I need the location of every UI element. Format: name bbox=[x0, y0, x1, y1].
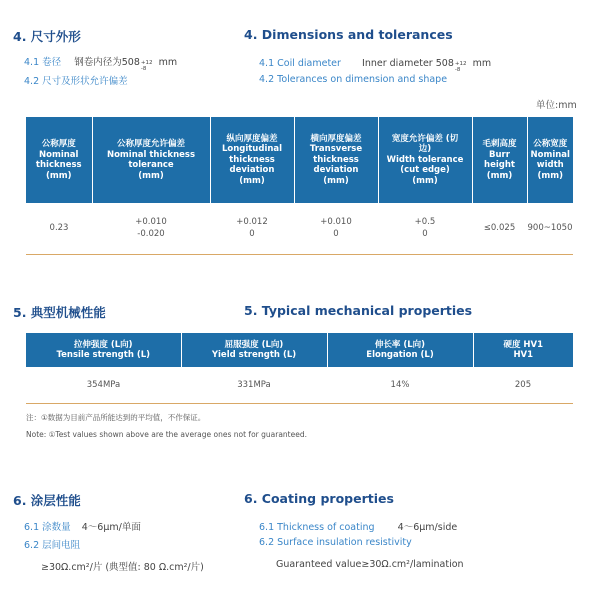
col-yield-strength bbox=[181, 333, 327, 367]
note-en: Note: ①Test values shown above are the average ones not for guaranteed. bbox=[26, 430, 307, 439]
col-en: Width tolerance (cut edge) bbox=[386, 154, 464, 176]
tolerances-cn-label: 4.2 尺寸及形状允许偏差 bbox=[24, 76, 128, 87]
col-unit: (mm) bbox=[537, 170, 563, 181]
unit-label: 单位:mm bbox=[536, 100, 577, 111]
mechanical-table-header-row bbox=[26, 333, 573, 367]
cell-width-tolerance: +0.5 0 bbox=[414, 217, 436, 239]
col-en: HV1 bbox=[513, 350, 534, 360]
mechanical-table-row bbox=[26, 367, 573, 403]
col-cn: 屈服强度 (L向) bbox=[224, 339, 284, 350]
note-cn: 注：①数据为目前产品所能达到的平均值，不作保证。 bbox=[26, 413, 206, 422]
cell-burr-height: ≤0.025 bbox=[483, 223, 516, 233]
col-cn: 拉伸强度 (L向) bbox=[73, 339, 133, 350]
coil-diameter-cn bbox=[24, 50, 177, 72]
tol-minus: -8 bbox=[454, 67, 461, 73]
coil-diameter-cn-unit: mm bbox=[158, 57, 178, 68]
col-cn: 公称厚度允许偏差 bbox=[116, 139, 185, 149]
mech-heading-cn: 5. 典型机械性能 bbox=[13, 305, 106, 320]
coating-thickness-en bbox=[259, 515, 457, 534]
tol-plus: +12 bbox=[140, 60, 153, 66]
mechanical-table-bottom-rule bbox=[26, 403, 573, 404]
col-unit: (mm) bbox=[323, 175, 349, 186]
col-width-tolerance bbox=[378, 117, 472, 203]
dims-heading-cn: 4. 尺寸外形 bbox=[13, 29, 81, 44]
coil-diameter-cn-label: 4.1 卷径 bbox=[24, 57, 62, 68]
cell-thickness-tolerance: +0.010 -0.020 bbox=[135, 217, 167, 239]
dimensions-table-bottom-rule bbox=[26, 254, 573, 255]
col-en: Longitudinal thickness deviation bbox=[221, 144, 283, 176]
coating-thickness-cn-value: 4～6μm/单面 bbox=[81, 522, 141, 533]
col-cn: 宽度允许偏差 (切边) bbox=[391, 133, 459, 155]
col-cn: 毛刺高度 bbox=[482, 139, 517, 149]
dimensions-table bbox=[26, 117, 573, 253]
coil-diameter-cn-tolerance bbox=[141, 60, 153, 72]
dimensions-table-row bbox=[26, 203, 573, 253]
col-en: Nominal thickness bbox=[35, 149, 82, 170]
mechanical-table bbox=[26, 333, 573, 403]
coil-diameter-cn-value: 钢卷内径为508 bbox=[74, 57, 140, 68]
cell-longitudinal-deviation: +0.012 0 bbox=[236, 217, 268, 239]
col-cn: 横向厚度偏差 bbox=[310, 133, 362, 144]
col-unit: (mm) bbox=[412, 175, 438, 186]
cell-tensile-strength: 354MPa bbox=[86, 380, 121, 390]
col-transverse-deviation bbox=[294, 117, 378, 203]
coating-heading-en: 6. Coating properties bbox=[244, 491, 394, 506]
insulation-cn-label: 6.2 层间电阻 bbox=[24, 540, 81, 551]
dims-heading-en: 4. Dimensions and tolerances bbox=[244, 27, 453, 42]
col-en: Nominal width bbox=[530, 149, 570, 170]
tol-minus: -8 bbox=[140, 66, 147, 72]
col-cn: 伸长率 (L向) bbox=[374, 339, 426, 350]
dimensions-table-header-row bbox=[26, 117, 573, 203]
col-unit: (mm) bbox=[239, 175, 265, 186]
col-longitudinal-deviation bbox=[210, 117, 294, 203]
col-cn: 纵向厚度偏差 bbox=[226, 133, 278, 144]
tol-plus: +12 bbox=[454, 61, 467, 67]
coil-diameter-en-label: 4.1 Coil diameter bbox=[259, 58, 341, 69]
col-elongation bbox=[327, 333, 473, 367]
coil-diameter-en-value: Inner diameter 508 bbox=[362, 58, 454, 69]
mech-heading-en: 5. Typical mechanical properties bbox=[244, 303, 473, 318]
col-en: Yield strength (L) bbox=[211, 350, 297, 360]
col-unit: (mm) bbox=[486, 170, 513, 181]
col-tensile-strength bbox=[26, 333, 181, 367]
cell-transverse-deviation: +0.010 0 bbox=[320, 217, 352, 239]
coating-thickness-cn-label: 6.1 涂数量 bbox=[24, 522, 71, 533]
coating-thickness-en-label: 6.1 Thickness of coating bbox=[259, 522, 375, 533]
col-en: Burr height bbox=[484, 149, 515, 170]
coil-diameter-en-tolerance bbox=[455, 61, 467, 73]
col-en: Elongation (L) bbox=[366, 350, 434, 360]
col-en: Transverse thickness deviation bbox=[309, 144, 363, 176]
col-unit: (mm) bbox=[46, 170, 72, 181]
coating-thickness-en-value: 4～6μm/side bbox=[397, 522, 458, 533]
coating-thickness-cn bbox=[24, 515, 141, 534]
cell-hardness: 205 bbox=[514, 380, 532, 390]
col-cn: 硬度 HV1 bbox=[503, 339, 544, 350]
col-thickness-tolerance bbox=[92, 117, 210, 203]
cell-nominal-thickness: 0.23 bbox=[49, 223, 69, 233]
col-unit: (mm) bbox=[138, 170, 164, 181]
coil-diameter-en bbox=[259, 51, 491, 73]
col-hardness bbox=[473, 333, 573, 367]
col-en: Nominal thickness tolerance bbox=[106, 149, 196, 170]
col-nominal-thickness bbox=[26, 117, 92, 203]
insulation-en-label: 6.2 Surface insulation resistivity bbox=[259, 537, 412, 548]
insulation-en-value: Guaranteed value≥30Ω.cm²/lamination bbox=[276, 559, 464, 570]
coil-diameter-en-unit: mm bbox=[472, 58, 492, 69]
col-en: Tensile strength (L) bbox=[56, 350, 151, 360]
tolerances-en-label: 4.2 Tolerances on dimension and shape bbox=[259, 74, 448, 85]
col-nominal-width bbox=[527, 117, 573, 203]
insulation-cn-value: ≥30Ω.cm²/片 (典型值: 80 Ω.cm²/片) bbox=[41, 562, 204, 573]
cell-nominal-width: 900~1050 bbox=[527, 223, 573, 233]
col-burr-height bbox=[472, 117, 527, 203]
coating-heading-cn: 6. 涂层性能 bbox=[13, 493, 81, 508]
col-cn: 公称宽度 bbox=[533, 139, 568, 149]
cell-elongation: 14% bbox=[390, 380, 410, 390]
cell-yield-strength: 331MPa bbox=[237, 380, 271, 390]
col-cn: 公称厚度 bbox=[41, 139, 76, 149]
